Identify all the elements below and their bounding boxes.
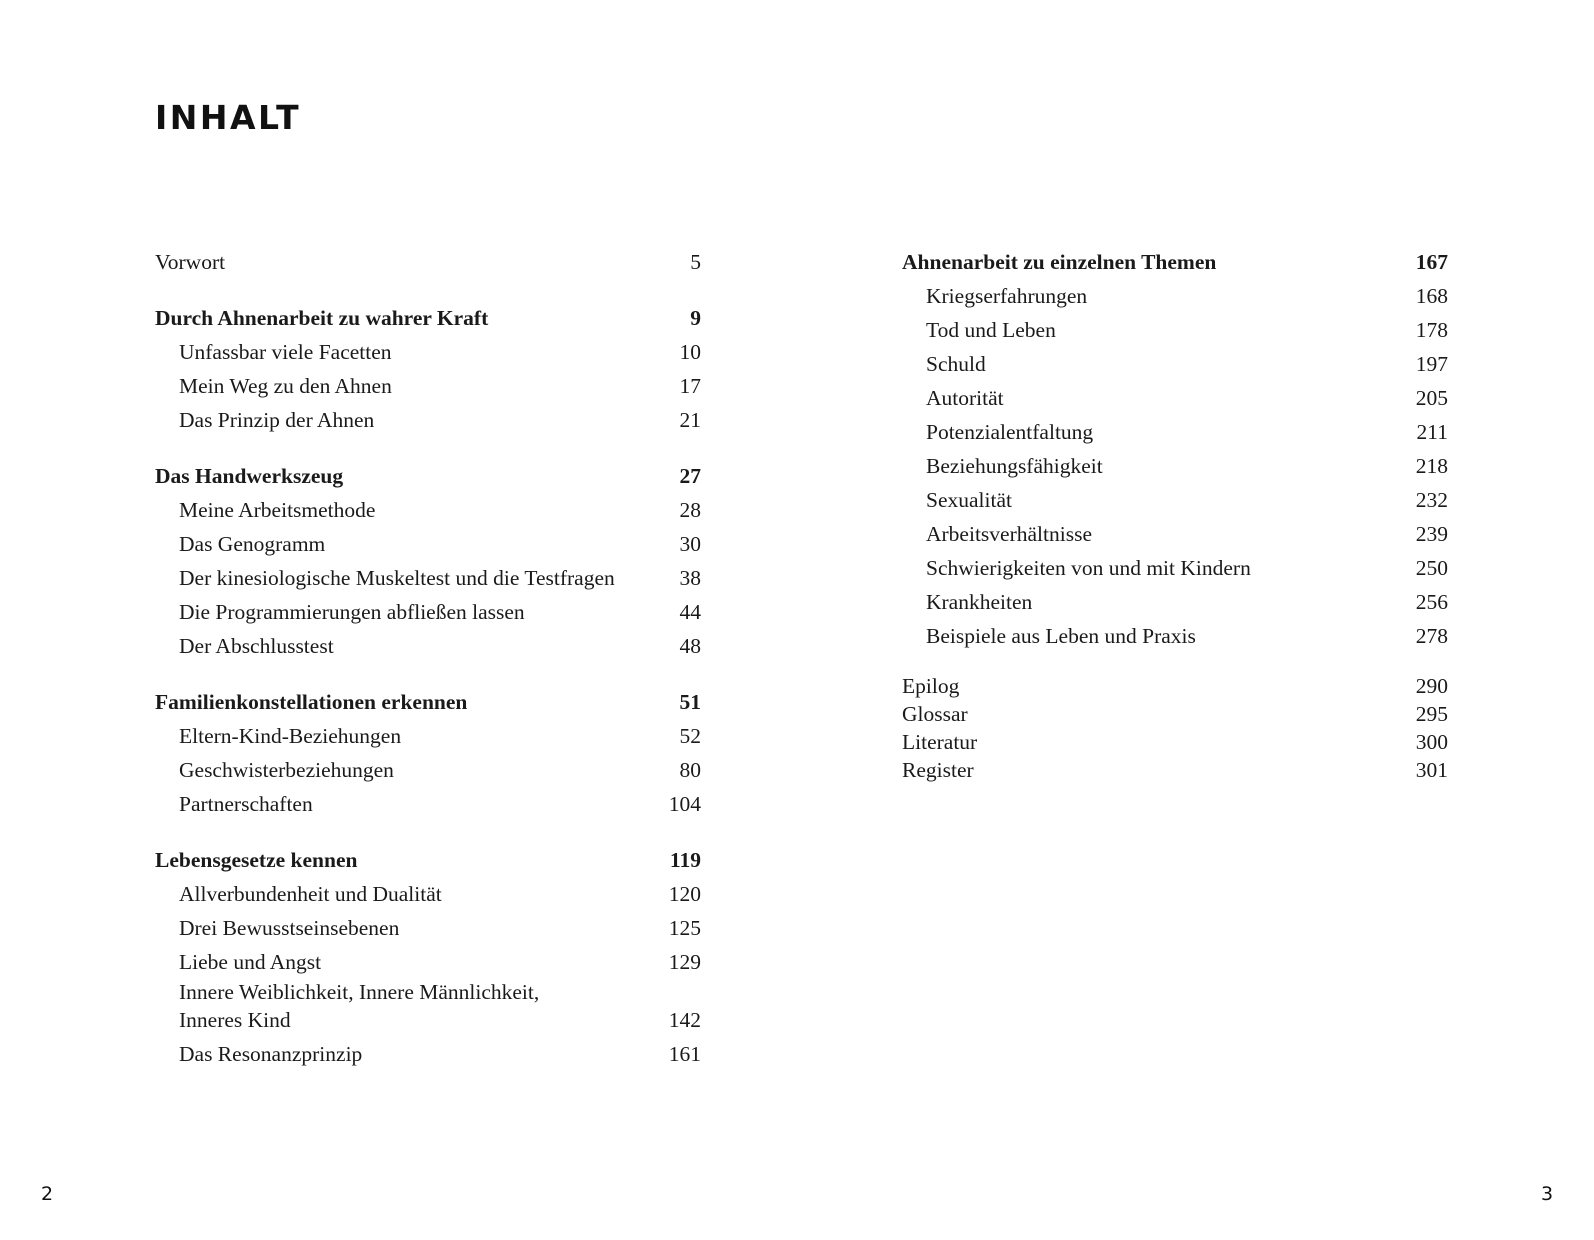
- toc-entry-label: Eltern-Kind-Beziehungen: [179, 724, 402, 748]
- toc-section-3: [155, 684, 701, 820]
- toc-entry-page: 218: [1415, 454, 1448, 478]
- toc-entry-label: Krankheiten: [926, 590, 1033, 614]
- toc-entry-label: Das Prinzip der Ahnen: [179, 408, 375, 432]
- toc-heading-label: Familienkonstellationen erkennen: [155, 690, 468, 714]
- toc-entry-label: Glossar: [902, 702, 968, 726]
- toc-section-1: [155, 300, 701, 436]
- toc-entry-page: 239: [1415, 522, 1448, 546]
- toc-entry-literatur[interactable]: [902, 730, 1448, 758]
- toc-entry-page: 52: [679, 724, 701, 748]
- toc-entry-page: 28: [679, 498, 701, 522]
- toc-entry-label: Mein Weg zu den Ahnen: [179, 374, 392, 398]
- toc-entry-label: Beziehungsfähigkeit: [926, 454, 1103, 478]
- toc-entry[interactable]: [902, 448, 1448, 482]
- toc-entry-page: 290: [1415, 674, 1448, 698]
- toc-section-heading[interactable]: [902, 244, 1448, 278]
- toc-entry[interactable]: [902, 584, 1448, 618]
- page-number-left: 2: [41, 1183, 54, 1205]
- toc-entry[interactable]: [155, 752, 701, 786]
- toc-entry-page: 211: [1416, 420, 1448, 444]
- toc-entry-label: Schuld: [926, 352, 986, 376]
- toc-entry-label: Die Programmierungen abfließen lassen: [179, 600, 525, 624]
- toc-entry-label: Schwierigkeiten von und mit Kindern: [926, 556, 1251, 580]
- toc-entry-page: 161: [668, 1042, 701, 1066]
- toc-left-column: [155, 244, 701, 1092]
- toc-entry-page: 301: [1415, 758, 1448, 782]
- toc-entry[interactable]: [155, 978, 701, 1036]
- toc-entry-page: 295: [1415, 702, 1448, 726]
- toc-entry-page: 232: [1415, 488, 1448, 512]
- toc-back-matter: [902, 674, 1448, 786]
- toc-entry-page: 256: [1415, 590, 1448, 614]
- toc-entry-label: Allverbundenheit und Dualität: [179, 882, 442, 906]
- toc-entry[interactable]: [155, 402, 701, 436]
- toc-entry-label: Drei Bewusstseinsebenen: [179, 916, 400, 940]
- toc-entry-page: 129: [668, 950, 701, 974]
- toc-entry-label: Innere Weiblichkeit, Innere Männlichkeit, Inneres Kind: [179, 980, 540, 1032]
- toc-heading-page: 167: [1415, 250, 1448, 274]
- toc-entry[interactable]: [155, 1036, 701, 1070]
- toc-heading-label: Das Handwerkszeug: [155, 464, 344, 488]
- toc-entry-label: Meine Arbeitsmethode: [179, 498, 376, 522]
- toc-entry-page: 197: [1415, 352, 1448, 376]
- toc-entry-page: 104: [668, 792, 701, 816]
- toc-heading-page: 9: [690, 306, 701, 330]
- toc-heading-label: Durch Ahnenarbeit zu wahrer Kraft: [155, 306, 489, 330]
- toc-entry-page: 44: [679, 600, 701, 624]
- toc-section-preface: [155, 244, 701, 278]
- toc-entry[interactable]: [155, 786, 701, 820]
- toc-entry-label: Kriegserfahrungen: [926, 284, 1088, 308]
- toc-entry-page: 250: [1415, 556, 1448, 580]
- toc-section-heading[interactable]: [155, 842, 701, 876]
- toc-entry-epilog[interactable]: [902, 674, 1448, 702]
- toc-section-2: [155, 458, 701, 662]
- toc-entry-label: Autorität: [926, 386, 1004, 410]
- toc-section-heading[interactable]: [155, 300, 701, 334]
- toc-entry-page: 30: [679, 532, 701, 556]
- toc-entry-page: 17: [679, 374, 701, 398]
- toc-entry[interactable]: [155, 594, 701, 628]
- toc-entry[interactable]: [902, 312, 1448, 346]
- toc-entry[interactable]: [155, 628, 701, 662]
- toc-entry-page: 80: [679, 758, 701, 782]
- toc-entry[interactable]: [902, 380, 1448, 414]
- toc-entry-label: Potenzialentfaltung: [926, 420, 1094, 444]
- toc-entry-page: 168: [1415, 284, 1448, 308]
- toc-right-column: [902, 244, 1448, 808]
- toc-entry-page: 300: [1415, 730, 1448, 754]
- toc-entry[interactable]: [155, 368, 701, 402]
- toc-entry-label: Arbeitsverhältnisse: [926, 522, 1092, 546]
- toc-entry[interactable]: [902, 550, 1448, 584]
- toc-entry[interactable]: [155, 560, 701, 594]
- toc-entry-page: 21: [679, 408, 701, 432]
- toc-entry-label: Vorwort: [155, 250, 226, 274]
- page-title: INHALT: [155, 98, 302, 137]
- toc-entry[interactable]: [155, 492, 701, 526]
- toc-entry-label: Unfassbar viele Facetten: [179, 340, 392, 364]
- toc-heading-label: Lebensgesetze kennen: [155, 848, 358, 872]
- toc-section-5: [902, 244, 1448, 652]
- toc-entry-page: 120: [668, 882, 701, 906]
- toc-entry-label: Partnerschaften: [179, 792, 313, 816]
- toc-section-heading[interactable]: [155, 684, 701, 718]
- toc-section-heading[interactable]: [155, 458, 701, 492]
- toc-entry-page: 125: [668, 916, 701, 940]
- toc-entry-label: Der Abschlusstest: [179, 634, 334, 658]
- toc-entry[interactable]: [155, 910, 701, 944]
- toc-entry[interactable]: [902, 346, 1448, 380]
- toc-entry[interactable]: [155, 718, 701, 752]
- toc-heading-page: 51: [679, 690, 701, 714]
- toc-entry-label: Das Genogramm: [179, 532, 326, 556]
- toc-entry-page: 48: [679, 634, 701, 658]
- toc-entry-label: Tod und Leben: [926, 318, 1056, 342]
- toc-entry[interactable]: [902, 278, 1448, 312]
- toc-entry-preface[interactable]: [155, 244, 701, 278]
- toc-entry-register[interactable]: [902, 758, 1448, 786]
- toc-entry[interactable]: [902, 516, 1448, 550]
- toc-entry[interactable]: [155, 334, 701, 368]
- toc-entry-label: Liebe und Angst: [179, 950, 322, 974]
- toc-entry-page: 5: [690, 250, 701, 274]
- toc-entry[interactable]: [155, 944, 701, 978]
- toc-entry-glossar[interactable]: [902, 702, 1448, 730]
- toc-entry-page: 38: [679, 566, 701, 590]
- toc-entry-page: 278: [1415, 624, 1448, 648]
- toc-entry-label: Beispiele aus Leben und Praxis: [926, 624, 1196, 648]
- toc-entry-page: 142: [668, 1008, 701, 1032]
- toc-entry[interactable]: [155, 526, 701, 560]
- toc-entry[interactable]: [155, 876, 701, 910]
- toc-section-4: [155, 842, 701, 1070]
- toc-entry[interactable]: [902, 482, 1448, 516]
- toc-entry-page: 205: [1415, 386, 1448, 410]
- toc-entry-page: 178: [1415, 318, 1448, 342]
- toc-entry-label: Sexualität: [926, 488, 1012, 512]
- toc-entry-label: Das Resonanzprinzip: [179, 1042, 363, 1066]
- toc-entry[interactable]: [902, 414, 1448, 448]
- page-number-right: 3: [1541, 1183, 1554, 1205]
- toc-entry-label: Geschwisterbeziehungen: [179, 758, 394, 782]
- toc-entry-label: Literatur: [902, 730, 978, 754]
- toc-heading-label: Ahnenarbeit zu einzelnen Themen: [902, 250, 1217, 274]
- toc-entry-label: Register: [902, 758, 974, 782]
- toc-heading-page: 27: [679, 464, 701, 488]
- toc-entry-page: 10: [679, 340, 701, 364]
- toc-entry-label: Der kinesiologische Muskeltest und die Testfragen: [179, 566, 615, 590]
- toc-entry-label: Epilog: [902, 674, 960, 698]
- toc-entry[interactable]: [902, 618, 1448, 652]
- toc-heading-page: 119: [669, 848, 701, 872]
